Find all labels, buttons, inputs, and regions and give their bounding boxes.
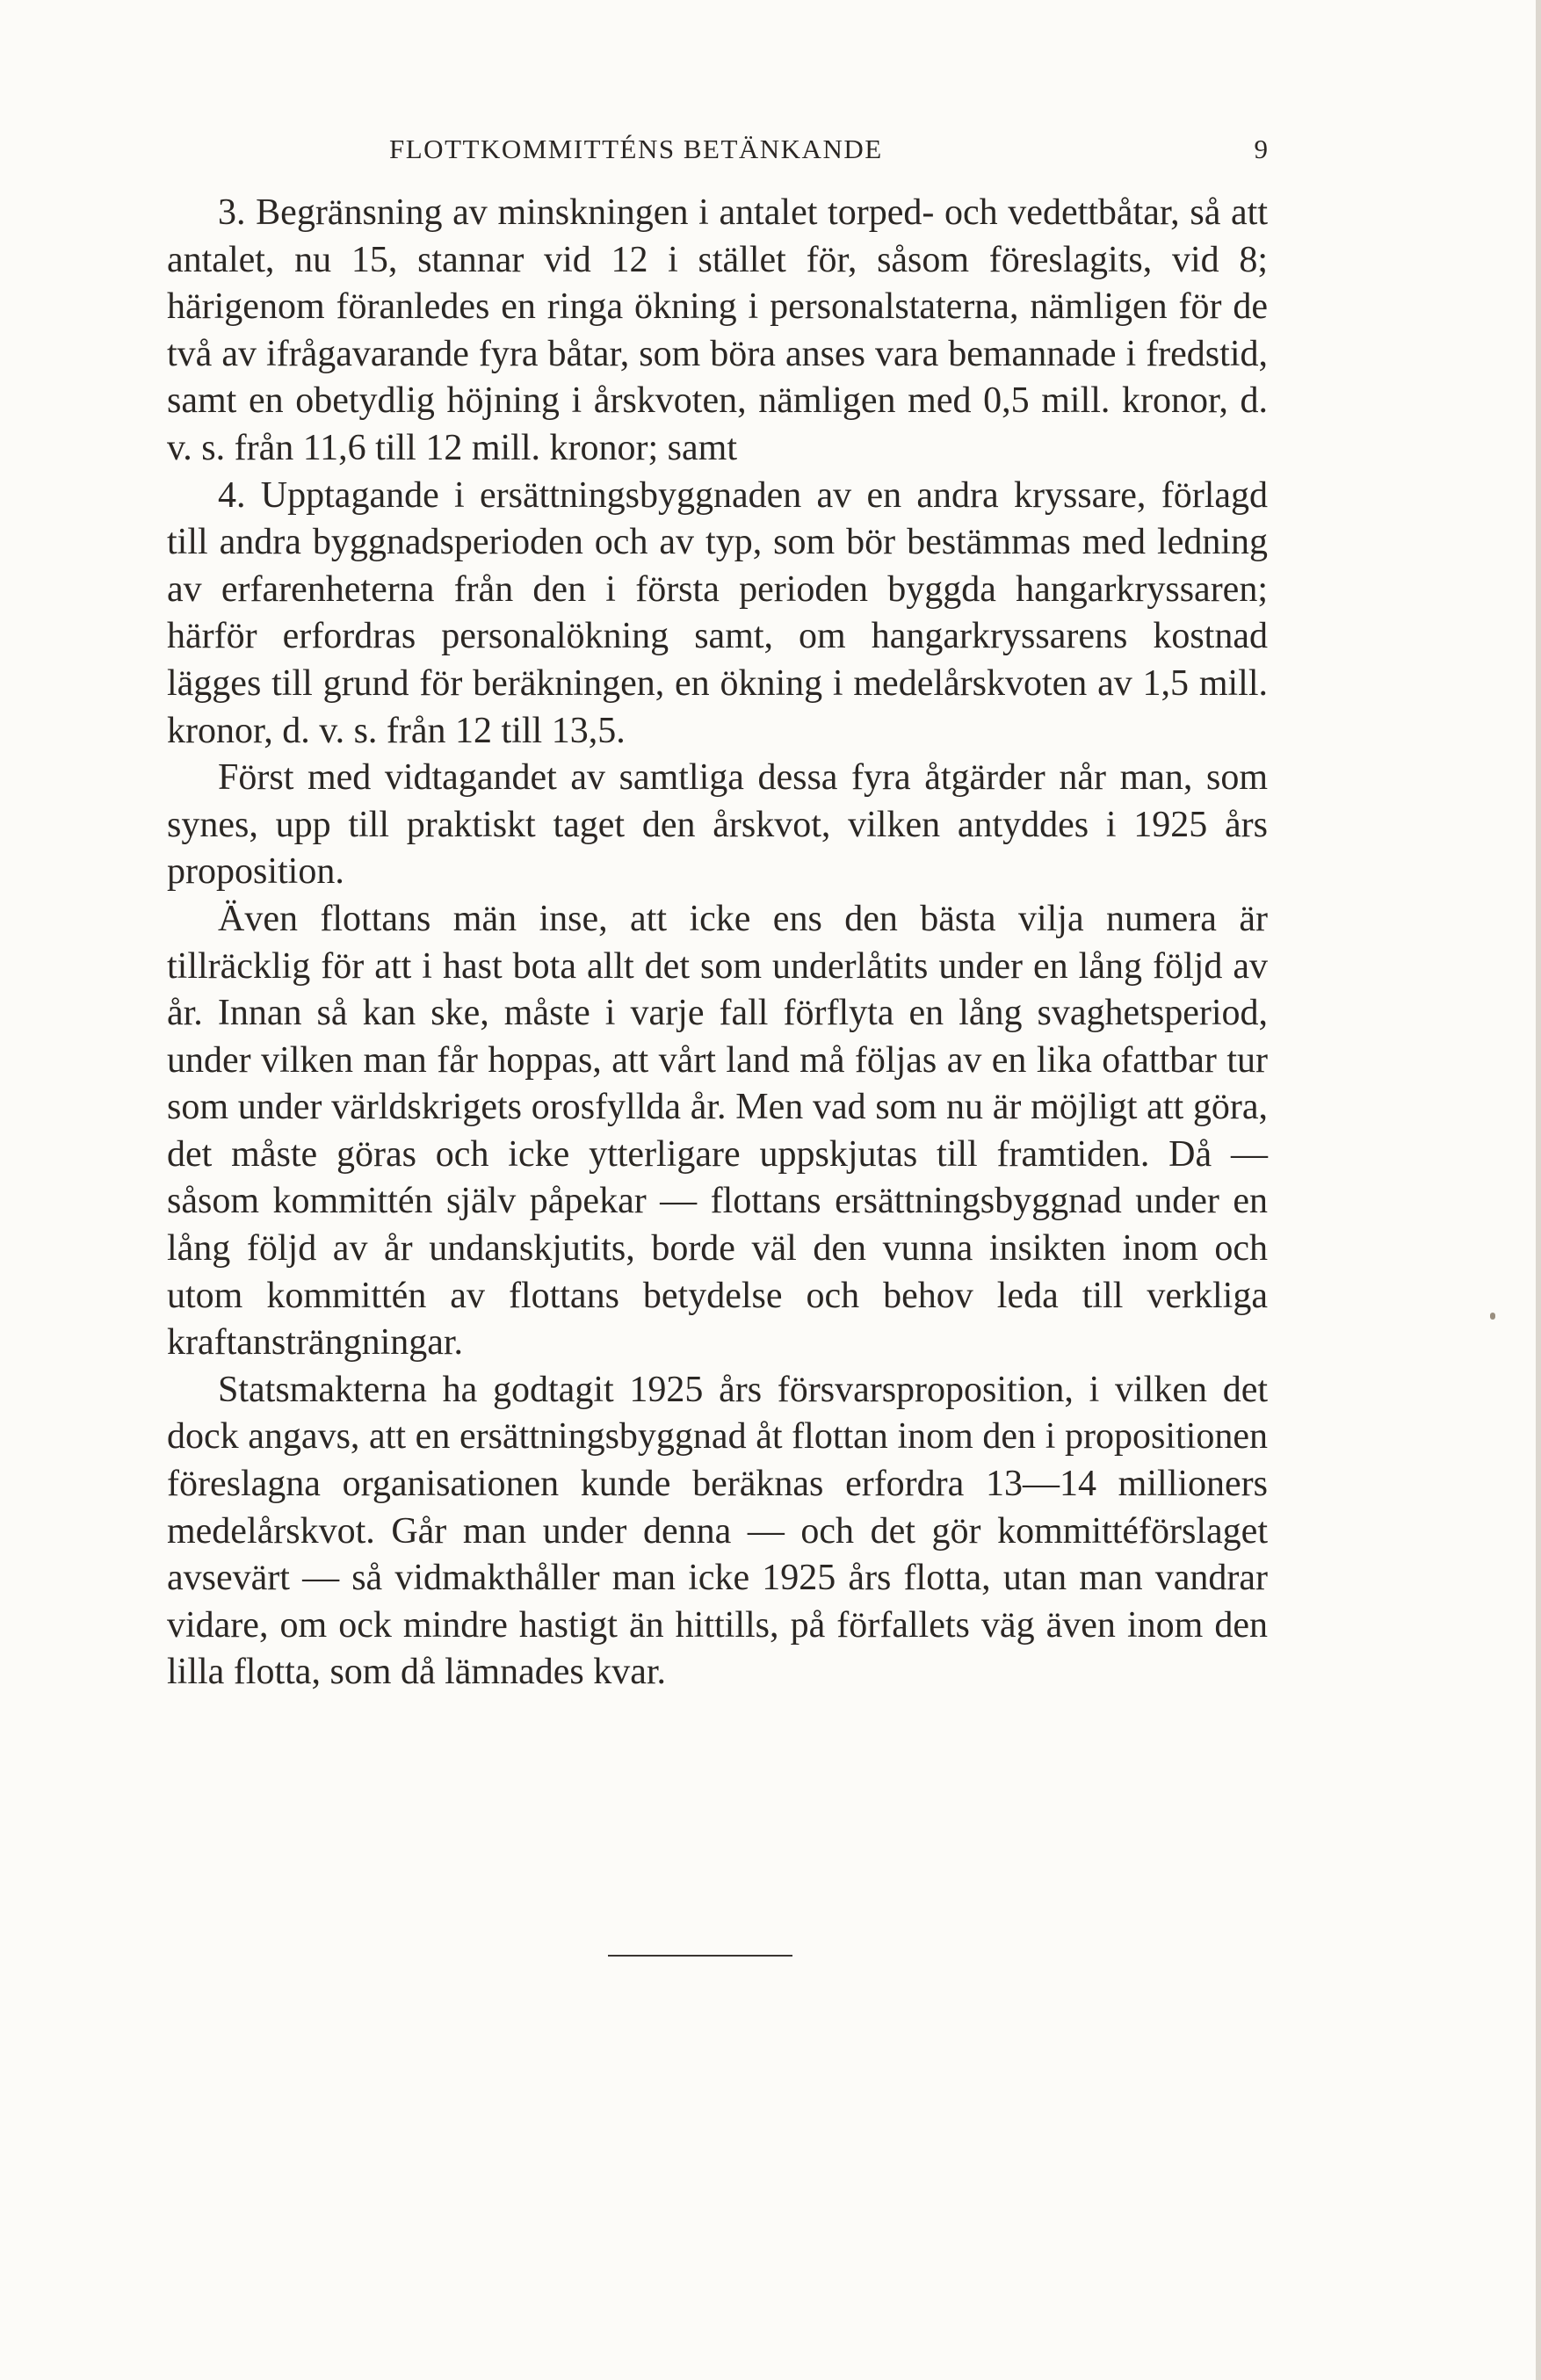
paragraph: Först med vidtagandet av samtliga dessa fyra åtgärder når man, som synes, upp till praktiskt taget den årskvot, vilken antyddes i 1925 års proposition. [167, 757, 1268, 893]
paragraph: Även flottans män inse, att icke ens den bästa vilja numera är tillräcklig för att i hast bota allt det som underlåtits under en lång följd av år. Innan så kan ske, måste i varje fall förflyta en lång svaghetsperiod, under vilken man får hoppas, att vårt land må följas av en lika ofattbar tur som under världskrigets orosfyllda år. Men vad som nu är möjligt att göra, det måste göras och icke ytterligare uppskjutas till framtiden. Då — såsom kommittén själv påpekar — flottans ersättningsbyggnad under en lång följd av år undanskjutits, borde väl den vunna insikten inom och utom kommittén av flottans betydelse och behov leda till verkliga kraftansträngningar. [167, 898, 1268, 1364]
page-edge-shadow [1536, 0, 1541, 2380]
running-head: FLOTTKOMMITTÉNS BETÄNKANDE [389, 134, 883, 164]
paper-speck [1490, 1313, 1495, 1320]
body-text [167, 190, 1268, 1696]
paragraph-item-3: 3. Begränsning av minskningen i antalet torped- och vedettbåtar, så att antalet, nu 15, stannar vid 12 i stället för, såsom föreslagits, vid 8; härigenom föranledes en ringa ökning i personalstaterna, nämligen för de två av ifrågavarande fyra båtar, som böra anses vara bemannade i fredstid, samt en obetydlig höjning i årskvoten, nämligen med 0,5 mill. kronor, d. v. s. från 11,6 till 12 mill. kronor; samt [167, 192, 1268, 468]
paragraph-item-4: 4. Upptagande i ersättningsbyggnaden av en andra kryssare, förlagd till andra byggnadsperioden och av typ, som bör bestämmas med ledning av erfarenheterna från den i första perioden byggda hangarkryssaren; härför erfordras personalökning samt, om hangarkryssarens kostnad lägges till grund för beräkningen, en ökning i medelårskvoten av 1,5 mill. kronor, d. v. s. från 12 till 13,5. [167, 474, 1268, 751]
paragraph: Statsmakterna ha godtagit 1925 års försvarsproposition, i vilken det dock angavs, att en ersättningsbyggnad åt flottan inom den i propositionen föreslagna organisationen kunde beräknas erfordra 13—14 millioners medelårskvot. Går man under denna — och det gör kommittéförslaget avsevärt — så vidmakthåller man icke 1925 års flotta, utan man vandrar vidare, om ock mindre hastigt än hittills, på förfallets väg även inom den lilla flotta, som då lämnades kvar. [167, 1369, 1268, 1693]
page-number: 9 [1254, 134, 1268, 164]
page-header [389, 134, 1268, 170]
closing-rule [608, 1955, 792, 1957]
